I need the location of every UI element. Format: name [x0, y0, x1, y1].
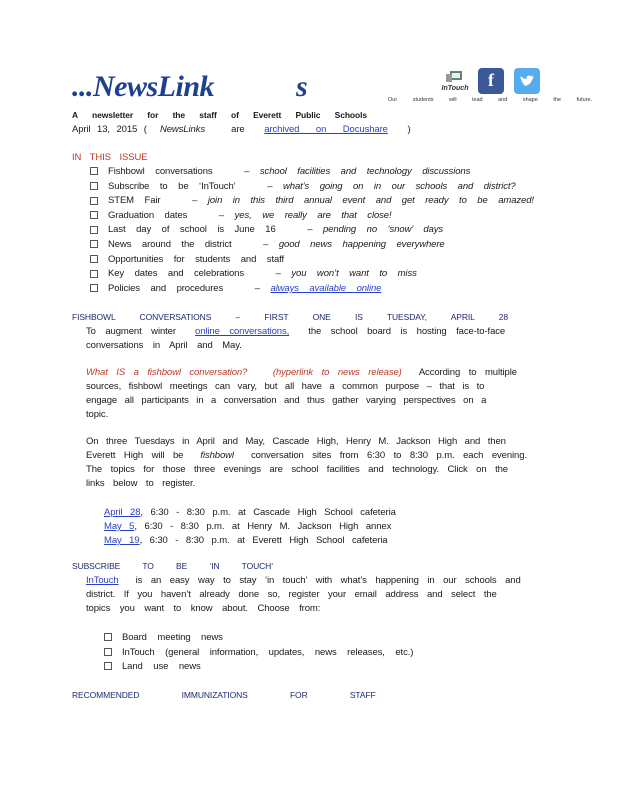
date-details: , 6:30 - 8:30 p.m. at Henry M. Jackson High annex	[134, 521, 392, 532]
fishbowl-p3-line1: On three Tuesdays in April and May, Cascade High, Henry M. Jackson High and then	[86, 436, 506, 447]
issue-item-desc: what’s going on in our schools and district?	[283, 180, 516, 192]
issue-item-title: News around the district	[108, 239, 232, 250]
bullet-icon	[104, 662, 112, 670]
issue-item-title: Last day of school is June 16	[108, 224, 276, 236]
issue-item-desc: yes, we really are that close!	[234, 209, 392, 221]
bullet-icon	[90, 255, 98, 263]
issue-item-dash: –	[218, 209, 225, 221]
fishbowl-p1-line2: conversations in April and May.	[86, 340, 242, 351]
online-conversations-link[interactable]: online conversations,	[195, 326, 290, 337]
fishbowl-date-item	[104, 521, 391, 532]
issue-item[interactable]	[90, 268, 417, 279]
fishbowl-date-item	[104, 507, 396, 518]
p3-fishbowl-word: fishbowl	[200, 450, 234, 461]
bullet-icon	[90, 167, 98, 175]
issue-item[interactable]	[90, 195, 534, 206]
intouch-link[interactable]: InTouch	[86, 575, 119, 586]
subscribe-option[interactable]	[104, 661, 201, 672]
are-word: are	[231, 124, 245, 135]
subscribe-option-label: InTouch (general information, updates, news releases, etc.)	[122, 646, 414, 658]
issue-item[interactable]	[90, 224, 443, 235]
subscribe-option[interactable]	[104, 647, 413, 658]
subscribe-heading: SUBSCRIBE TO BE ‘IN TOUCH’	[72, 561, 273, 571]
subscribe-line1	[86, 575, 521, 586]
p1-text-a: To augment winter	[86, 326, 176, 337]
fishbowl-date-item	[104, 535, 388, 546]
issue-item-title: Fishbowl conversations	[108, 166, 213, 177]
news-release-hyperlink[interactable]: (hyperlink to news release)	[272, 367, 402, 378]
issue-item-title: Opportunities for students and staff	[108, 253, 285, 265]
fishbowl-p2-line3: engage all participants in a conversation and thus gather varying perspectives on a	[86, 395, 487, 406]
paren-open: (	[143, 124, 147, 135]
issue-date-line	[72, 124, 411, 135]
fishbowl-p3-line4: links below to register.	[86, 478, 196, 489]
issue-item-dash: –	[263, 239, 269, 250]
fishbowl-p2-line2: sources, fishbowl meetings can vary, but all have a common purpose – that is to	[86, 381, 485, 392]
issue-item[interactable]	[90, 181, 516, 192]
issue-item-title: Graduation dates	[108, 209, 188, 221]
bullet-icon	[104, 633, 112, 641]
issue-item-dash: –	[267, 180, 273, 192]
fishbowl-p3-line3: The topics for those three evenings are school facilities and technology. Click on the	[86, 464, 508, 475]
twitter-bird-icon	[514, 68, 540, 94]
tagline: Our students will lead and shape the future.	[388, 97, 593, 103]
register-date-link[interactable]: April 28	[104, 507, 141, 518]
paren-close: )	[407, 124, 411, 135]
subscribe-option-label: Board meeting news	[122, 632, 223, 643]
register-date-link[interactable]: May 19	[104, 535, 140, 546]
issue-date: April 13, 2015	[72, 124, 138, 135]
p3-text-b: conversation sites from 6:30 to 8:30 p.m. each evening.	[251, 450, 527, 461]
issue-item-dash: –	[244, 166, 250, 177]
issue-item[interactable]	[90, 210, 392, 221]
newsletter-subtitle: A newsletter for the staff of Everett Public Schools	[72, 110, 367, 120]
fishbowl-heading: FISHBOWL CONVERSATIONS – FIRST ONE IS TUESDAY, APRIL 28	[72, 312, 508, 322]
issue-item-title: Subscribe to be ‘InTouch’	[108, 180, 236, 192]
subscribe-line2: district. If you haven’t already done so, register your email address and select the	[86, 589, 497, 600]
issue-item-title: Policies and procedures	[108, 282, 224, 294]
facebook-glyph: f	[488, 70, 494, 90]
issue-item-desc: pending no ‘snow’ days	[322, 224, 444, 236]
issue-item-title: Key dates and celebrations	[108, 268, 245, 280]
bullet-icon	[90, 240, 98, 248]
issue-item-desc: join in this third annual event and get ready to be amazed!	[207, 195, 534, 207]
newslinks-word: NewsLinks	[159, 124, 205, 135]
date-details: , 6:30 - 8:30 p.m. at Everett High School cafeteria	[139, 535, 388, 546]
subscribe-option[interactable]	[104, 632, 223, 643]
issue-item[interactable]	[90, 166, 470, 177]
facebook-icon[interactable]	[478, 68, 504, 94]
bullet-icon	[104, 648, 112, 656]
issue-item[interactable]	[90, 254, 326, 265]
issue-item[interactable]	[90, 239, 445, 250]
issue-item-dash: –	[307, 224, 313, 236]
bullet-icon	[90, 211, 98, 219]
fishbowl-p2-line1	[86, 367, 517, 378]
issue-item-title: STEM Fair	[108, 195, 161, 207]
issue-item[interactable]	[90, 283, 381, 294]
issue-item-desc: school facilities and technology discussions	[259, 166, 471, 177]
bullet-icon	[90, 197, 98, 205]
issue-item-desc[interactable]: always available online	[270, 282, 382, 294]
bullet-icon	[90, 284, 98, 292]
p3-text-a: Everett High will be	[86, 450, 184, 461]
intouch-logo-icon[interactable]	[440, 70, 470, 92]
intouch-logo-label: InTouch	[441, 85, 469, 92]
newsletter-title-suffix: s	[296, 70, 308, 103]
twitter-icon[interactable]	[514, 68, 540, 94]
issue-item-desc: good news happening everywhere	[278, 239, 445, 250]
immunizations-heading: RECOMMENDED IMMUNIZATIONS FOR STAFF	[72, 690, 376, 700]
register-date-link[interactable]: May 5	[104, 521, 135, 532]
newsletter-title: ...NewsLink	[72, 70, 215, 103]
date-details: , 6:30 - 8:30 p.m. at Cascade High School cafeteria	[140, 507, 396, 518]
issue-item-dash: –	[192, 195, 198, 207]
bullet-icon	[90, 270, 98, 278]
docushare-archive-link[interactable]: archived on Docushare	[264, 124, 388, 135]
issue-item-desc: you won’t want to miss	[291, 268, 417, 280]
subscribe-text-a: is an easy way to stay ‘in touch’ with what’s happening in our schools and	[135, 575, 521, 586]
p2-text-a: According to multiple	[418, 367, 517, 378]
issue-item-dash: –	[254, 282, 260, 294]
fishbowl-p2-line4: topic.	[86, 409, 109, 420]
subscribe-option-label: Land use news	[122, 661, 201, 672]
p1-text-b: the school board is hosting face-to-face	[308, 326, 506, 337]
what-is-fishbowl-question: What IS a fishbowl conversation?	[86, 367, 248, 378]
fishbowl-p1-line1	[86, 326, 505, 337]
subscribe-line3: topics you want to know about. Choose from:	[86, 603, 321, 614]
in-this-issue-heading: IN THIS ISSUE	[72, 152, 148, 163]
bullet-icon	[90, 226, 98, 234]
issue-item-dash: –	[275, 268, 281, 280]
bullet-icon	[90, 182, 98, 190]
fishbowl-p3-line2	[86, 450, 527, 461]
